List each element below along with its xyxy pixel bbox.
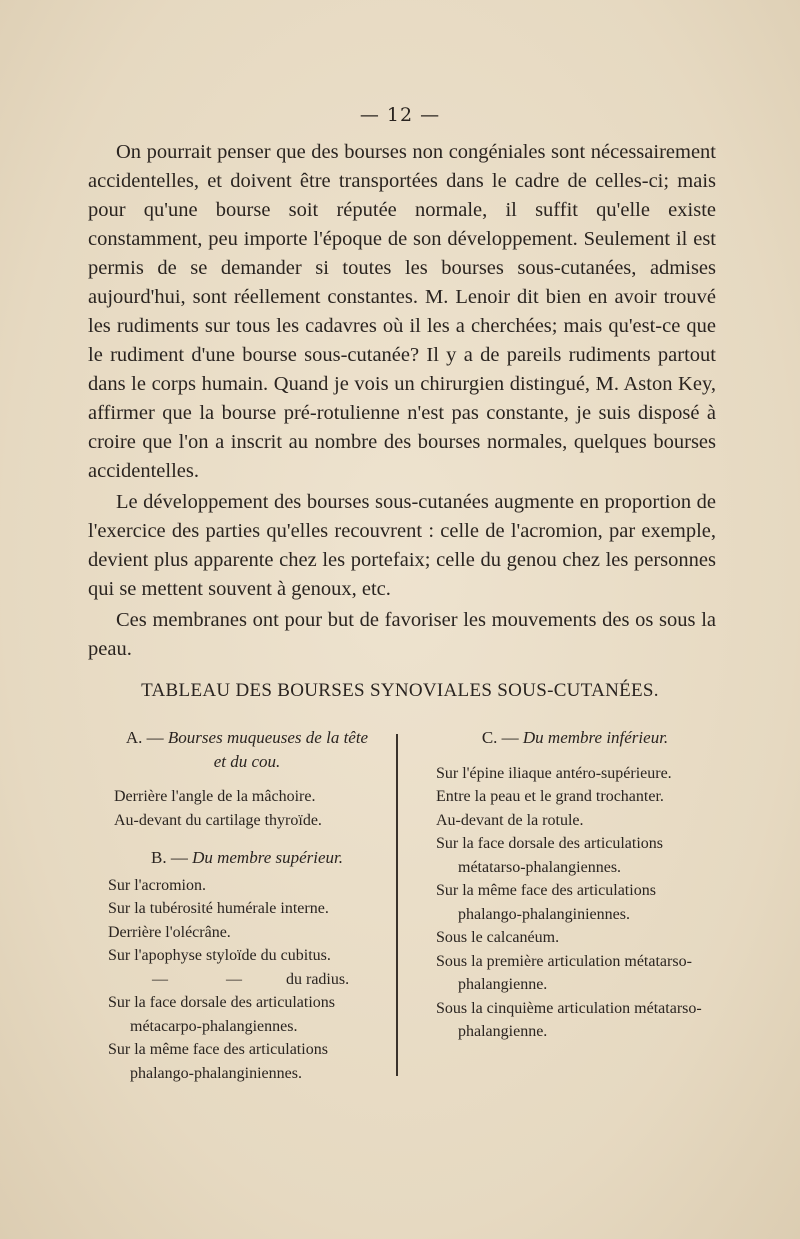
section-c-title: Du membre inférieur. (522, 728, 669, 747)
table-column-right (434, 726, 716, 1044)
section-a-heading (106, 726, 388, 773)
list-item: Sur la face dorsale des articulations métatarso-phalangiennes. (436, 835, 664, 876)
list-item: Sur la tubérosité humérale interne. (108, 900, 329, 917)
list-item-ditto (106, 968, 388, 992)
list-item: Derrière l'angle de la mâchoire. (114, 788, 316, 805)
paragraph-3: Ces membranes ont pour but de favoriser les mouvements des os sous la peau. (88, 609, 716, 660)
table-column-left (106, 726, 388, 1085)
list-item: Sur la même face des articulations phalango-phalanginiennes. (436, 882, 656, 923)
section-b-list (106, 874, 388, 1086)
page-number: — 12 — (359, 104, 441, 126)
section-c-heading (434, 726, 716, 750)
list-item: Au-devant de la rotule. (436, 811, 584, 829)
section-c-list (434, 762, 716, 1044)
list-item: Au-devant du cartilage thyroïde. (114, 811, 322, 829)
list-item: Derrière l'olécrâne. (108, 923, 231, 941)
section-a-title-line1: Bourses muqueuses de la tête (167, 728, 369, 747)
paragraph-1: On pourrait penser que des bourses non congéniales sont nécessairement accidentelles, et doivent être transportées dans le cadre de celles-ci; mais pour qu'une bourse soit réputée normale, il suffit qu'elle existe constamment, peu importe l'époque de son développement. Seulement il est permis de se demander si toutes les bourses sous-cutanées, admises aujourd'hui, sont réellement constantes. M. Lenoir dit bien en avoir trouvé les rudiments sur tous les cadavres où il les a cherchées; mais qu'est-ce que le rudiment d'une bourse sous-cutanée? Il y a de pareils rudiments partout dans le corps humain. Quand je vois un chirurgien distingué, M. Aston Key, affirmer que la bourse pré-rotulienne n'est pas constante, je suis disposé à croire que l'on a inscrit au nombre des bourses normales, quelques bourses accidentelles. (88, 141, 716, 482)
list-item: Sur l'épine iliaque antéro-supérieure. (436, 764, 672, 782)
ditto-text: du radius. (286, 970, 350, 988)
list-item: Sous la première articulation métatarso-phalangienne. (436, 952, 692, 993)
section-b-title: Du membre supérieur. (192, 848, 344, 867)
list-item: Sur l'apophyse styloïde du cubitus. (108, 947, 331, 964)
section-b-letter: B. — (150, 848, 188, 867)
list-item: Sur l'acromion. (108, 876, 206, 894)
body-text (88, 138, 716, 664)
list-item: Sous la cinquième articulation métatarso-phalangienne. (436, 999, 702, 1040)
column-divider (396, 734, 398, 1076)
section-c-letter: C. — (481, 728, 519, 747)
ditto-dash: — (226, 970, 242, 988)
list-item: Sur la face dorsale des articulations métacarpo-phalangiennes. (108, 994, 336, 1035)
ditto-dash: — (152, 970, 168, 988)
table-title: TABLEAU DES BOURSES SYNOVIALES SOUS-CUTANÉES. (141, 680, 659, 701)
section-a-title-line2: et du cou. (213, 751, 281, 771)
list-item: Sous le calcanéum. (436, 929, 560, 946)
section-b-heading (106, 846, 388, 870)
section-a-list (106, 785, 388, 832)
list-item: Entre la peau et le grand trochanter. (436, 788, 664, 805)
section-a-letter: A. — (125, 728, 164, 747)
paragraph-2: Le développement des bourses sous-cutanées augmente en proportion de l'exercice des parties qu'elles recouvrent : celle de l'acromion, par exemple, devient plus apparente chez les portefaix; celle du genou chez les personnes qui se mettent souvent à genoux, etc. (88, 491, 716, 600)
list-item: Sur la même face des articulations phalango-phalanginiennes. (108, 1041, 328, 1082)
